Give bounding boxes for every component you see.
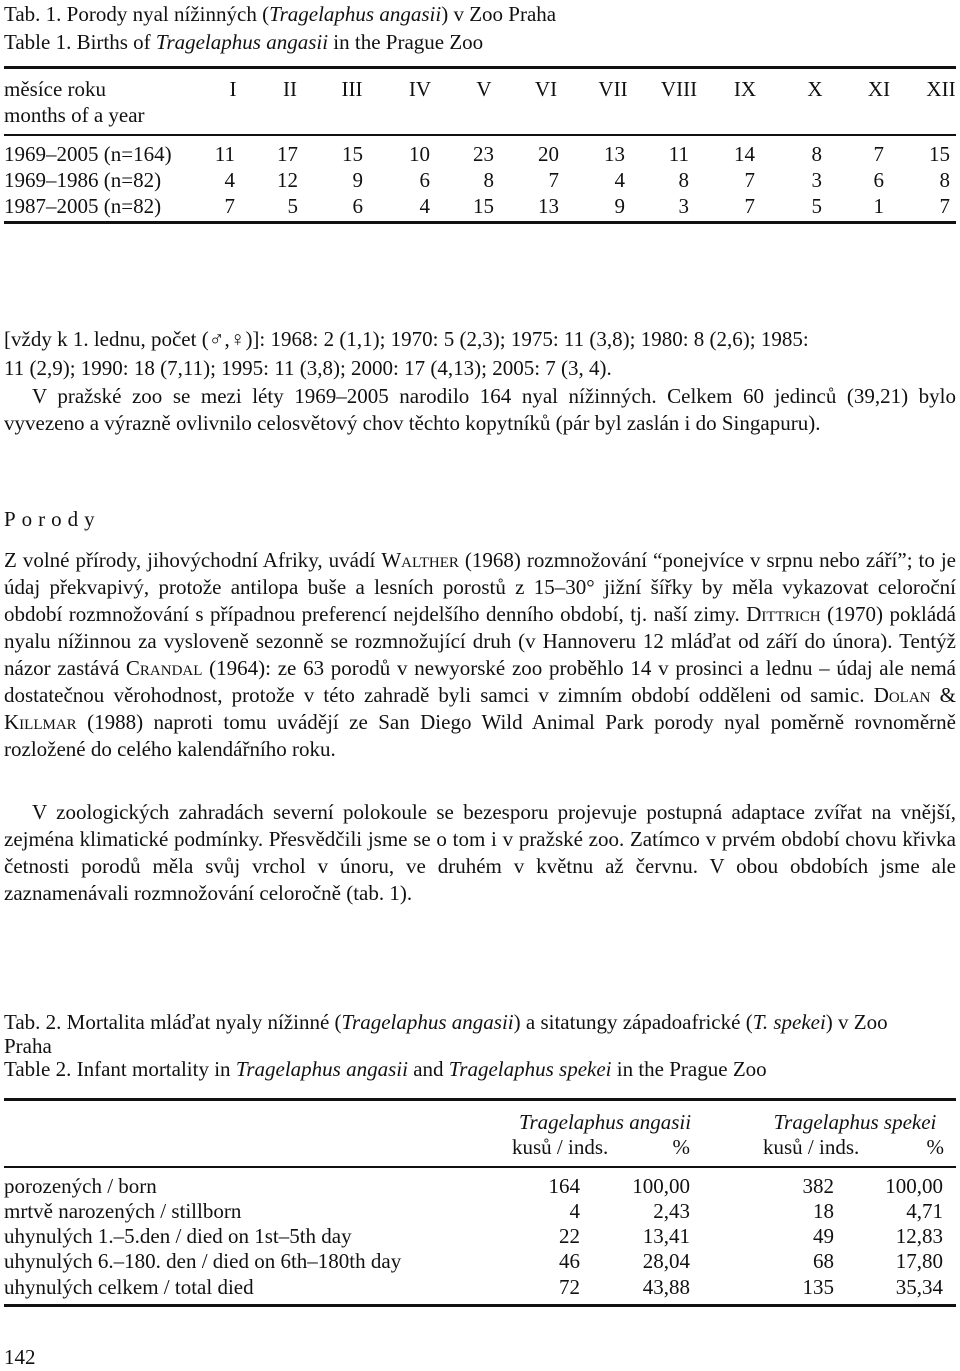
- note-line-1: [vždy k 1. lednu, počet (♂,♀)]: 1968: 2 (1,1); 1970: 5 (2,3); 1975: 11 (3,8); 1980: 8 (2,6); 1985:: [4, 327, 809, 351]
- table1-cell: 15: [473, 194, 494, 218]
- table2-species1: Tragelaphus angasii: [518, 1110, 692, 1134]
- table1-cell: 4: [224, 168, 235, 192]
- table2-species2: Tragelaphus spekei: [773, 1110, 937, 1134]
- table1-row-header-en: months of a year: [4, 103, 145, 127]
- table1-bottom-rule: [4, 221, 956, 224]
- table1-cell: 3: [678, 194, 689, 218]
- table2-cell: 100,00: [885, 1174, 943, 1198]
- table2-cell: 46: [559, 1249, 580, 1273]
- month-header: IV: [408, 77, 432, 101]
- table2-cell: 35,34: [895, 1275, 943, 1299]
- table1-cell: 13: [538, 194, 559, 218]
- table2-cell: 68: [813, 1249, 834, 1273]
- table1-cell: 4: [419, 194, 430, 218]
- table2-col-count-a: kusů / inds.: [512, 1135, 609, 1159]
- month-header: VI: [534, 77, 558, 101]
- paragraph-1: V pražské zoo se mezi léty 1969–2005 narodilo 164 nyal nížinných. Celkem 60 jedinců (39,21) bylo vyvezeno a výrazně ovlivnilo celosvětový chov těchto kopytníků (pár byl zaslán i do Singapuru).: [4, 384, 956, 435]
- table1-caption-cz: Tab. 1. Porody nyal nížinných (Tragelaphus angasii) v Zoo Praha: [4, 2, 557, 26]
- table1-cell: 13: [604, 142, 625, 166]
- month-header: IX: [733, 77, 757, 101]
- month-header: II: [283, 77, 297, 101]
- month-header: VII: [598, 77, 628, 101]
- table1-cell: 6: [352, 194, 363, 218]
- table2-caption-en: Table 2. Infant mortality in Tragelaphus angasii and Tragelaphus spekei in the Prague Zoo: [4, 1057, 767, 1081]
- table1-cell: 12: [277, 168, 298, 192]
- month-header: XII: [926, 77, 956, 101]
- table1-cell: 5: [287, 194, 298, 218]
- table1-cell: 5: [811, 194, 822, 218]
- month-header: VIII: [660, 77, 698, 101]
- table2-cell: 17,80: [895, 1249, 943, 1273]
- table1-row-label: 1969–1986 (n=82): [4, 168, 162, 192]
- table1-cell: 17: [277, 142, 298, 166]
- table1-caption-en: Table 1. Births of Tragelaphus angasii in the Prague Zoo: [4, 30, 484, 54]
- note-line-2: 11 (2,9); 1990: 18 (7,11); 1995: 11 (3,8); 2000: 17 (4,13); 2005: 7 (3, 4).: [4, 356, 612, 380]
- table1-cell: 11: [214, 142, 235, 166]
- table1-row-header-cz: měsíce roku: [4, 77, 107, 101]
- table2-cell: 382: [802, 1174, 834, 1198]
- table1-cell: 8: [678, 168, 689, 192]
- table2-cell: 22: [559, 1224, 580, 1248]
- table1-row-label: 1969–2005 (n=164): [4, 142, 172, 166]
- month-header: III: [341, 77, 363, 101]
- table2-cell: 164: [548, 1174, 580, 1198]
- table2-cell: 28,04: [642, 1249, 690, 1273]
- table2-cell: 49: [813, 1224, 834, 1248]
- table1-cell: 15: [929, 142, 950, 166]
- table1-top-rule: [4, 66, 956, 69]
- table1-cell: 4: [614, 168, 625, 192]
- table1-cell: 6: [419, 168, 430, 192]
- table1-cell: 1: [873, 194, 884, 218]
- table1-cell: 3: [811, 168, 822, 192]
- table2-col-pct-s: %: [926, 1135, 944, 1159]
- table2-cell: 43,88: [642, 1275, 690, 1299]
- table1-cell: 9: [352, 168, 363, 192]
- table1-cell: 7: [548, 168, 559, 192]
- table1-row-label: 1987–2005 (n=82): [4, 194, 162, 218]
- table2-caption-cz: Tab. 2. Mortalita mláďat nyaly nížinné (Tragelaphus angasii) a sitatungy západoafrické (T. spekei) v Zoo: [4, 1010, 888, 1034]
- month-header: I: [229, 77, 237, 101]
- table1-cell: 7: [939, 194, 950, 218]
- table2-cell: 72: [559, 1275, 580, 1299]
- table2-bottom-rule: [4, 1304, 956, 1307]
- table1-header-rule: [4, 134, 956, 136]
- table2-top-rule: [4, 1098, 956, 1101]
- table1-cell: 11: [668, 142, 689, 166]
- table1-cell: 8: [483, 168, 494, 192]
- month-header: V: [476, 77, 492, 101]
- table2-cell: 13,41: [642, 1224, 690, 1248]
- table1-cell: 23: [473, 142, 494, 166]
- table1-cell: 15: [342, 142, 363, 166]
- month-header: XI: [867, 77, 891, 101]
- table2-row-label: uhynulých 1.–5.den / died on 1st–5th day: [4, 1224, 352, 1248]
- table2-row-label: porozených / born: [4, 1174, 157, 1198]
- table2-col-pct-a: %: [672, 1135, 690, 1159]
- section-heading: Porody: [4, 507, 101, 531]
- table1-cell: 20: [538, 142, 559, 166]
- table2-row-label: uhynulých 6.–180. den / died on 6th–180th day: [4, 1249, 402, 1273]
- table2-col-count-s: kusů / inds.: [763, 1135, 860, 1159]
- table2-cell: 4: [569, 1199, 580, 1223]
- table1-cell: 7: [224, 194, 235, 218]
- paragraph-3: V zoologických zahradách severní polokoule se bezesporu projevuje postupná adaptace zvířat na vnější, zejména klimatické podmínky. Přesvědčili jsme se o tom i v pražské zoo. Zatímco v prvém období chovu křivka četnosti porodů měla svůj vrchol v únoru, ve druhém v květnu až červnu. V obou obdobích jsme ale zaznamenávali rozmnožování celoročně (tab. 1).: [4, 800, 956, 905]
- table2-caption-cz-line2: Praha: [4, 1034, 52, 1058]
- table1-cell: 7: [744, 194, 755, 218]
- table2-cell: 18: [813, 1199, 834, 1223]
- table1-cell: 6: [873, 168, 884, 192]
- table2-header-rule: [4, 1166, 956, 1168]
- table1-cell: 14: [734, 142, 755, 166]
- table2-row-label: mrtvě narozených / stillborn: [4, 1199, 242, 1223]
- page-number: 142: [4, 1345, 36, 1369]
- table2-cell: 4,71: [906, 1199, 943, 1223]
- table2-cell: 135: [802, 1275, 834, 1299]
- table2-row-label: uhynulých celkem / total died: [4, 1275, 254, 1299]
- month-header: X: [807, 77, 823, 101]
- table1-cell: 9: [614, 194, 625, 218]
- table1-cell: 8: [811, 142, 822, 166]
- table1-cell: 10: [409, 142, 430, 166]
- paragraph-2: Z volné přírody, jihovýchodní Afriky, uvádí Walther (1968) rozmnožování “ponejvíce v srpnu nebo září”; to je údaj překvapivý, protože antilopa buše a lesních porostů z 15–30° jižní šířky by měla vykazovat celoroční období rozmnožování s případnou preferencí nejdelšího denního období, tj. naší zimy. Dittrich (1970) pokládá nyalu nížinnou za vysloveně sezonně se rozmnožující druh (v Hannoveru 12 mláďat od září do února). Tentýž názor zastává Crandal (1964): ze 63 porodů v newyorské zoo proběhlo 14 v prosinci a lednu – údaj ale nemá dostatečnou věrohodnost, protože v této zahradě byli samci v zimním období odděleni od samic. Dolan & Killmar (1988) naproti tomu uvádějí ze San Diego Wild Animal Park porody nyal poměrně rovnoměrně rozložené do celého kalendářního roku.: [4, 548, 957, 761]
- table2-cell: 12,83: [895, 1224, 943, 1248]
- table1-cell: 7: [744, 168, 755, 192]
- table1-cell: 8: [939, 168, 950, 192]
- table2-cell: 2,43: [653, 1199, 690, 1223]
- table1-cell: 7: [873, 142, 884, 166]
- table2-cell: 100,00: [632, 1174, 690, 1198]
